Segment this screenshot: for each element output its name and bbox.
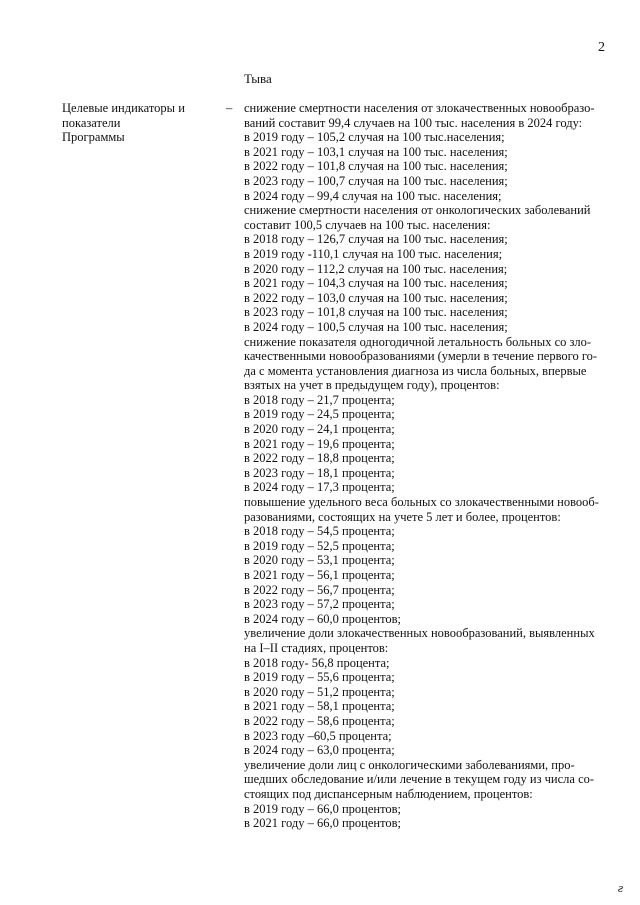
indicator-line: в 2020 году – 51,2 процента;: [244, 684, 395, 699]
indicator-line: в 2024 году – 60,0 процентов;: [244, 611, 402, 626]
indicator-line: в 2019 году – 24,5 процента;: [244, 407, 395, 422]
indicator-line: стоящих под диспансерным наблюдением, процентов:: [244, 786, 533, 801]
indicator-line: качественными новообразованиями (умерли в течение первого го-: [244, 349, 598, 364]
indicator-line: в 2020 году – 24,1 процента;: [244, 422, 395, 437]
indicator-line: в 2019 году – 66,0 процентов;: [244, 801, 402, 816]
region-heading: Тыва: [244, 71, 272, 86]
indicator-line: в 2024 году – 63,0 процента;: [244, 743, 395, 758]
indicator-line: в 2018 году – 126,7 случая на 100 тыс. населения;: [244, 232, 508, 247]
indicators-label-line: показатели: [62, 115, 121, 130]
indicator-line: да с момента установления диагноза из числа больных, впервые: [244, 363, 587, 378]
indicator-line: в 2023 году –60,5 процента;: [244, 728, 392, 743]
indicator-line: ваний составит 99,4 случаев на 100 тыс. населения в 2024 году:: [244, 115, 583, 130]
indicator-line: в 2022 году – 103,0 случая на 100 тыс. населения;: [244, 290, 508, 305]
indicators-label-line: Целевые индикаторы и: [62, 101, 185, 115]
indicator-line: в 2019 году – 52,5 процента;: [244, 538, 395, 553]
indicator-line: в 2023 году – 18,1 процента;: [244, 465, 395, 480]
indicator-line: в 2023 году – 100,7 случая на 100 тыс. населения;: [244, 173, 508, 188]
indicator-line: в 2021 году – 56,1 процента;: [244, 568, 395, 582]
indicator-line: в 2024 году – 99,4 случая на 100 тыс. населения;: [244, 188, 502, 203]
indicator-line: в 2022 году – 101,8 случая на 100 тыс. населения;: [244, 159, 508, 174]
indicator-line: в 2021 году – 58,1 процента;: [244, 699, 395, 714]
indicator-line: в 2021 году – 104,3 случая на 100 тыс. населения;: [244, 276, 508, 291]
corner-mark: ƨ: [618, 880, 624, 895]
indicator-line: в 2019 году -110,1 случая на 100 тыс. населения;: [244, 246, 503, 261]
indicator-line: снижение показателя одногодичной летальность больных со зло-: [244, 334, 592, 349]
indicators-label-line: Программы: [62, 130, 125, 145]
indicator-line: в 2022 году – 58,6 процента;: [244, 713, 395, 728]
indicator-line: шедших обследование и/или лечение в текущем году из числа со-: [244, 772, 595, 787]
indicator-line: снижение смертности населения от злокачественных новообразо-: [244, 101, 595, 115]
indicator-line: в 2024 году – 100,5 случая на 100 тыс. населения;: [244, 319, 508, 334]
indicator-line: в 2021 году – 19,6 процента;: [244, 436, 395, 451]
indicator-line: в 2020 году – 53,1 процента;: [244, 553, 395, 568]
indicator-line: увеличение доли злокачественных новообразований, выявленных: [244, 626, 595, 641]
indicator-line: в 2021 году – 103,1 случая на 100 тыс. населения;: [244, 144, 508, 159]
indicator-line: составит 100,5 случаев на 100 тыс. населения:: [244, 217, 491, 232]
indicator-line: в 2022 году – 18,8 процента;: [244, 451, 395, 466]
indicator-line: снижение смертности населения от онкологических заболеваний: [244, 203, 591, 218]
indicators-text: [244, 101, 616, 831]
indicator-line: в 2023 году – 57,2 процента;: [244, 597, 395, 612]
indicator-line: в 2019 году – 55,6 процента;: [244, 670, 395, 685]
indicator-line: в 2022 году – 56,7 процента;: [244, 582, 395, 597]
indicator-line: повышение удельного веса больных со злокачественными новооб-: [244, 495, 599, 510]
indicator-line: в 2020 году – 112,2 случая на 100 тыс. населения;: [244, 261, 508, 276]
indicator-line: в 2018 году – 54,5 процента;: [244, 524, 395, 539]
indicator-line: в 2018 году – 21,7 процента;: [244, 392, 395, 407]
indicators-label: [62, 101, 227, 145]
page-number: 2: [598, 40, 605, 55]
separator-dash: –: [226, 101, 233, 115]
indicator-line: на I–II стадиях, процентов:: [244, 640, 389, 655]
indicator-line: разованиями, состоящих на учете 5 лет и более, процентов:: [244, 509, 561, 524]
indicator-line: в 2024 году – 17,3 процента;: [244, 480, 395, 495]
indicator-line: в 2019 году – 105,2 случая на 100 тыс.населения;: [244, 130, 505, 145]
indicator-line: взятых на учет в предыдущем году), процентов:: [244, 378, 500, 393]
indicator-line: в 2021 году – 66,0 процентов;: [244, 816, 402, 831]
indicator-line: в 2018 году- 56,8 процента;: [244, 655, 390, 670]
indicator-line: в 2023 году – 101,8 случая на 100 тыс. населения;: [244, 305, 508, 320]
indicator-line: увеличение доли лиц с онкологическими заболеваниями, про-: [244, 757, 575, 772]
